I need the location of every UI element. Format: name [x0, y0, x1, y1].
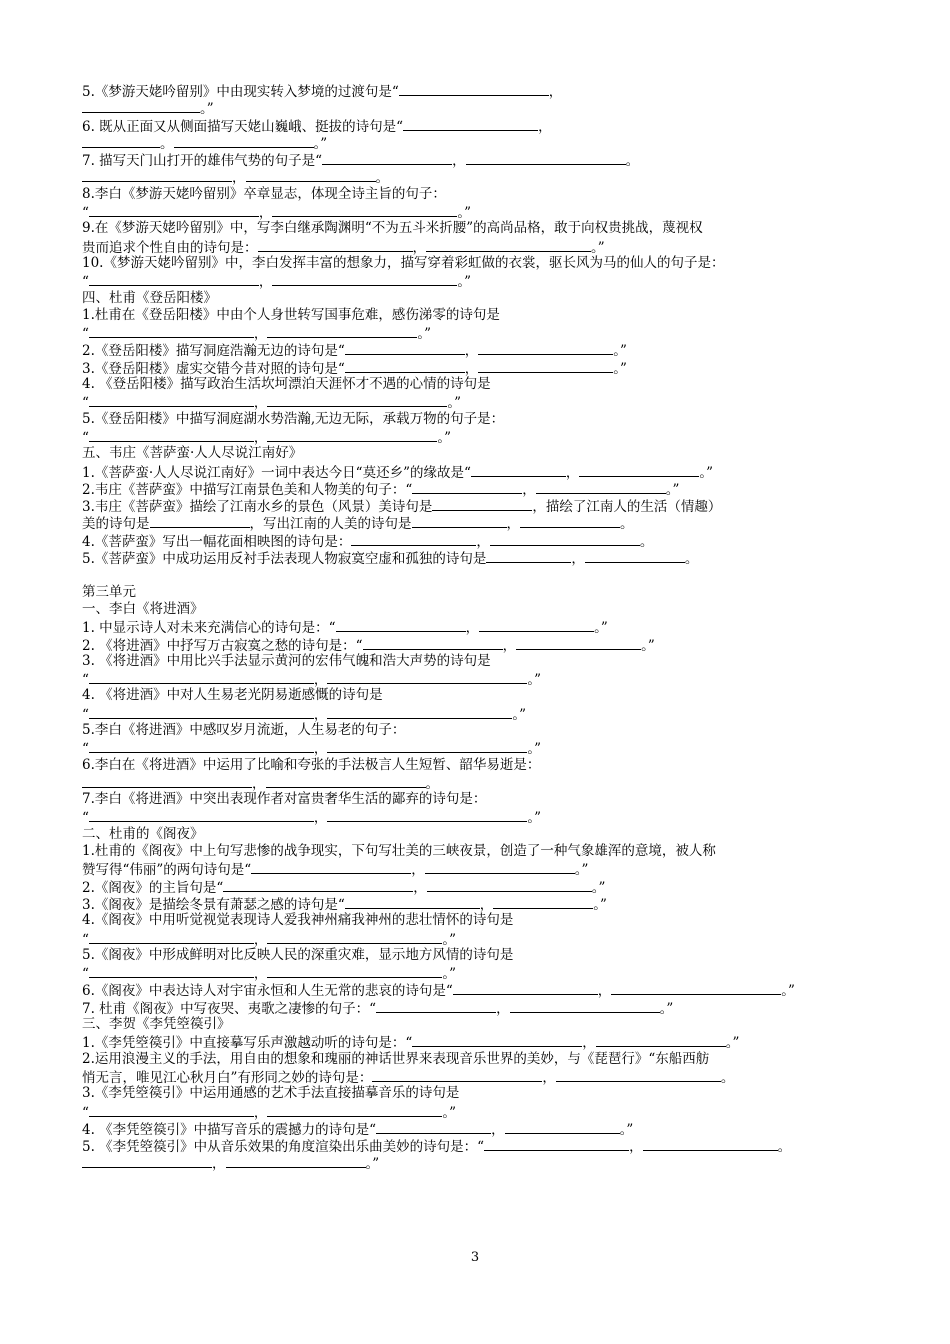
answer-blank[interactable] [267, 324, 417, 338]
worksheet-line [82, 1068, 872, 1085]
line-text: “ [82, 395, 89, 412]
answer-blank[interactable] [89, 1103, 254, 1117]
line-text: 6. 既从正面又从侧面描写天姥山巍峨、挺拔的诗句是“ [82, 118, 404, 135]
line-text: 4.《阁夜》中用听觉视觉表现诗人爱我神州痛我神州的悲壮情怀的诗句是 [82, 912, 514, 929]
line-text: ， [253, 931, 268, 948]
answer-blank[interactable] [89, 739, 314, 753]
worksheet-line [82, 134, 872, 151]
answer-blank[interactable] [246, 168, 376, 182]
line-text: 5.《阁夜》中形成鲜明对比反映人民的深重灾难，显示地方风情的诗句是 [82, 946, 514, 963]
line-text: ， [253, 429, 268, 446]
answer-blank[interactable] [89, 272, 259, 286]
answer-blank[interactable] [453, 981, 598, 995]
line-text: 6.李白在《将进酒》中运用了比喻和夸张的手法极言人生短暂、韶华易逝是： [82, 756, 541, 773]
page-number: 3 [470, 1250, 480, 1265]
answer-blank[interactable] [479, 618, 594, 632]
line-text: 5.《登岳阳楼》中描写洞庭湖水势浩瀚,无边无际，承载万物的句子是： [82, 410, 505, 427]
line-text: “ [82, 966, 89, 983]
line-text: 。” [437, 429, 452, 446]
answer-blank[interactable] [267, 930, 442, 944]
answer-blank[interactable] [272, 272, 457, 286]
answer-blank[interactable] [427, 878, 592, 892]
answer-blank[interactable] [363, 636, 503, 650]
line-text: 。” [781, 983, 795, 1000]
line-text: 。” [365, 1156, 380, 1173]
answer-blank[interactable] [478, 359, 613, 373]
worksheet-line [82, 186, 872, 203]
line-text: ， [548, 84, 563, 100]
line-text: 。 [425, 775, 439, 792]
worksheet-line [82, 514, 872, 531]
answer-blank[interactable] [82, 1154, 212, 1168]
line-text: 。” [591, 879, 606, 896]
line-text: 2.韦庄《菩萨蛮》中描写江南景色美和人物美的句子：“ [82, 481, 413, 498]
line-text: 7.李白《将进酒》中突出表现作者对富贵奢华生活的鄙弃的诗句是： [82, 791, 487, 808]
line-text: ，写出江南的人美的诗句是 [249, 516, 412, 533]
line-text: ， [413, 879, 427, 896]
worksheet-line [82, 981, 872, 998]
line-text: “ [82, 810, 89, 827]
worksheet-line [82, 307, 872, 324]
line-text: ， [465, 620, 480, 637]
worksheet-line [82, 549, 872, 566]
answer-blank[interactable] [471, 463, 566, 477]
answer-blank[interactable] [223, 878, 413, 892]
answer-blank[interactable] [322, 151, 452, 165]
worksheet-line [82, 497, 872, 514]
line-text: 4. 《李凭箜篌引》中描写音乐的震撼力的诗句是“ [82, 1121, 377, 1138]
answer-blank[interactable] [89, 964, 254, 978]
worksheet-line [82, 964, 872, 981]
line-text: ， [571, 551, 585, 568]
line-text: ， [491, 1121, 505, 1138]
worksheet-line [82, 1137, 872, 1154]
worksheet-line [82, 463, 872, 480]
line-text: 7. 描写天门山打开的雄伟气势的句子是“ [82, 153, 323, 170]
line-text: 。 [684, 551, 699, 568]
answer-blank[interactable] [327, 808, 527, 822]
answer-blank[interactable] [267, 428, 437, 442]
line-text: “ [82, 274, 89, 291]
worksheet-line [82, 1154, 872, 1171]
line-text: ， [532, 499, 546, 516]
worksheet-line [82, 1120, 872, 1137]
line-text: ， [464, 360, 479, 377]
line-text: ， [252, 775, 266, 792]
answer-blank[interactable] [266, 774, 426, 788]
answer-blank[interactable] [82, 99, 200, 113]
answer-blank[interactable] [399, 82, 549, 96]
line-text: 6.《阁夜》中表达诗人对宇宙永恒和人生无常的悲哀的诗句是“ [82, 983, 453, 1000]
worksheet-line [82, 947, 872, 964]
line-text: 一、李白《将进酒》 [82, 600, 204, 617]
answer-blank[interactable] [89, 324, 254, 338]
line-text: 。” [313, 135, 328, 152]
line-text: ， [313, 810, 328, 827]
answer-blank[interactable] [267, 964, 442, 978]
answer-blank[interactable] [89, 930, 254, 944]
answer-blank[interactable] [412, 1033, 582, 1047]
line-text: 7. 杜甫《阁夜》中写夜哭、夷歌之凄惨的句子：“ [82, 1000, 377, 1017]
worksheet-line [82, 808, 872, 825]
answer-blank[interactable] [82, 774, 252, 788]
worksheet-line [82, 1103, 872, 1120]
line-text: ， [313, 706, 328, 723]
answer-blank[interactable] [327, 670, 527, 684]
worksheet-line [82, 359, 872, 376]
worksheet-line [82, 480, 872, 497]
answer-blank[interactable] [345, 341, 465, 355]
line-text: “ [82, 429, 89, 446]
answer-blank[interactable] [150, 514, 250, 528]
line-text: 3.韦庄《菩萨蛮》描绘了江南水乡的景色（风景）美诗句是 [82, 499, 433, 516]
answer-blank[interactable] [345, 895, 480, 909]
line-text: 。 [625, 153, 640, 170]
line-text: 5. 《李凭箜篌引》中从音乐效果的角度渲染出乐曲美妙的诗句是：“ [82, 1139, 485, 1156]
worksheet-line [82, 290, 872, 307]
line-text: 。” [527, 672, 542, 689]
answer-blank[interactable] [510, 999, 660, 1013]
answer-blank[interactable] [272, 203, 457, 217]
line-text: ， [258, 205, 273, 222]
worksheet-line [82, 238, 872, 255]
worksheet-line [82, 393, 872, 410]
answer-blank[interactable] [351, 532, 476, 546]
line-text: 。” [200, 101, 214, 118]
line-text: ， [313, 672, 328, 689]
line-text: ， [452, 153, 466, 170]
line-text: ， [538, 118, 552, 135]
line-text: 2.运用浪漫主义的手法，用自由的想象和瑰丽的神话世界来表现音乐世界的美妙，与《琵琶行》“东船西舫 [82, 1050, 710, 1067]
worksheet-line [82, 1016, 872, 1033]
line-text: 。” [665, 481, 680, 498]
line-text: 3.《李凭箜篌引》中运用通感的艺术手法直接描摹音乐的诗句是 [82, 1085, 460, 1102]
line-text: ， [565, 464, 580, 481]
answer-blank[interactable] [490, 532, 640, 546]
worksheet-line [82, 739, 872, 756]
worksheet-line [82, 826, 872, 843]
line-text: ， [313, 741, 328, 758]
worksheet-line [82, 618, 872, 635]
line-text: 。” [591, 239, 605, 256]
line-text: ， [411, 862, 425, 879]
line-text: 三、李贺《李凭箜篌引》 [82, 1016, 231, 1033]
answer-blank[interactable] [267, 1103, 442, 1117]
worksheet-line [82, 272, 872, 289]
worksheet-line [82, 445, 872, 462]
worksheet-line [82, 151, 872, 168]
answer-blank[interactable] [267, 393, 447, 407]
answer-blank[interactable] [478, 341, 613, 355]
line-text: 。” [457, 274, 472, 291]
line-text: 1.《菩萨蛮·人人尽说江南好》一词中表达今日“莫还乡”的缘故是“ [82, 464, 471, 481]
worksheet-line [82, 705, 872, 722]
worksheet-line [82, 566, 872, 583]
line-text: 。” [442, 1104, 457, 1121]
line-text: ， [253, 966, 268, 983]
line-text: 。” [527, 810, 542, 827]
worksheet-line [82, 791, 872, 808]
line-text: 。” [447, 395, 462, 412]
answer-blank[interactable] [516, 636, 641, 650]
line-text: 。” [725, 1035, 740, 1052]
answer-blank[interactable] [585, 549, 685, 563]
line-text: 。 [375, 170, 389, 187]
line-text: 5.李白《将进酒》中感叹岁月流逝，人生易老的句子： [82, 721, 406, 738]
answer-blank[interactable] [372, 1068, 542, 1082]
line-text: ， [506, 516, 520, 533]
line-text: “ [82, 672, 89, 689]
line-text: 。 [720, 1069, 735, 1086]
answer-blank[interactable] [174, 134, 314, 148]
answer-blank[interactable] [412, 514, 507, 528]
line-text: 美的诗句是 [82, 516, 150, 533]
line-text: 3.《登岳阳楼》虚实交错今昔对照的诗句是“ [82, 360, 345, 377]
answer-blank[interactable] [376, 999, 496, 1013]
line-text: “ [82, 1104, 89, 1121]
worksheet-line [82, 428, 872, 445]
line-text: 悄无言，唯见江心秋月白”有形同之妙的诗句是： [82, 1069, 373, 1086]
line-text: 8.李白《梦游天姥吟留别》卒章显志，体现全诗主旨的句子： [82, 185, 446, 202]
worksheet-line [82, 687, 872, 704]
line-text: ， [479, 896, 494, 913]
answer-blank[interactable] [89, 670, 314, 684]
line-text: 3.《阁夜》是描绘冬景有萧瑟之感的诗句是“ [82, 896, 345, 913]
worksheet-line [82, 774, 872, 791]
line-text: 。” [574, 862, 589, 879]
worksheet-line [82, 895, 872, 912]
line-text: 。” [442, 931, 457, 948]
line-text: 。” [512, 706, 527, 723]
line-text: “ [82, 931, 89, 948]
answer-blank[interactable] [426, 238, 591, 252]
line-text: ， [496, 1000, 510, 1017]
answer-blank[interactable] [596, 1033, 726, 1047]
worksheet-line [82, 1033, 872, 1050]
line-text: ， [522, 481, 536, 498]
line-text: 。” [593, 896, 607, 913]
line-text: ， [629, 1139, 643, 1156]
worksheet-line [82, 99, 872, 116]
answer-blank[interactable] [89, 705, 314, 719]
answer-blank[interactable] [403, 117, 538, 131]
worksheet-line [82, 117, 872, 134]
line-text: ， [212, 1156, 226, 1173]
worksheet-line [82, 220, 872, 237]
answer-blank[interactable] [89, 393, 254, 407]
line-text: ， [476, 533, 490, 550]
line-text: 2.《登岳阳楼》描写洞庭浩瀚无边的诗句是“ [82, 343, 345, 360]
line-text: “ [82, 741, 89, 758]
line-text: 。 [639, 533, 654, 550]
line-text: 3. 《将进酒》中用比兴手法显示黄河的宏伟气魄和浩大声势的诗句是 [82, 652, 491, 669]
answer-blank[interactable] [484, 1137, 629, 1151]
answer-blank[interactable] [486, 549, 571, 563]
answer-blank[interactable] [327, 705, 512, 719]
line-text: 。” [619, 1121, 634, 1138]
worksheet-line [82, 930, 872, 947]
line-text: 4. 《登岳阳楼》描写政治生活坎坷漂泊天涯怀才不遇的心情的诗句是 [82, 376, 491, 393]
answer-blank[interactable] [556, 1068, 721, 1082]
answer-blank[interactable] [336, 618, 466, 632]
worksheet-line [82, 757, 872, 774]
line-text: “ [82, 326, 89, 343]
worksheet-line [82, 878, 872, 895]
worksheet-line [82, 601, 872, 618]
answer-blank[interactable] [611, 981, 781, 995]
line-text: 。” [417, 326, 432, 343]
line-text: 。” [613, 343, 627, 360]
worksheet-line [82, 411, 872, 428]
worksheet-line [82, 722, 872, 739]
line-text: “ [82, 706, 89, 723]
answer-blank[interactable] [345, 359, 465, 373]
line-text: 2.《阁夜》的主旨句是“ [82, 879, 224, 896]
line-text: ， [232, 170, 246, 187]
line-text: ， [253, 1104, 268, 1121]
answer-blank[interactable] [258, 238, 413, 252]
line-text: 第三单元 [82, 583, 136, 600]
line-text: 五、韦庄《菩萨蛮·人人尽说江南好》 [82, 445, 303, 462]
answer-blank[interactable] [89, 808, 314, 822]
line-text: ， [597, 983, 612, 1000]
line-text: 。” [659, 1000, 674, 1017]
line-text: ， [502, 637, 517, 654]
line-text: 2. 《将进酒》中抒写万古寂寞之愁的诗句是：“ [82, 637, 363, 654]
worksheet-body [82, 82, 872, 1172]
worksheet-line [82, 1085, 872, 1102]
answer-blank[interactable] [412, 480, 522, 494]
answer-blank[interactable] [82, 134, 160, 148]
line-text: 。” [457, 205, 472, 222]
line-text: 5.《菩萨蛮》中成功运用反衬手法表现人物寂寞空虚和孤独的诗句是 [82, 551, 487, 568]
worksheet-line [82, 168, 872, 185]
line-text: 。 [160, 135, 174, 152]
worksheet-line [82, 1051, 872, 1068]
line-text: ， [253, 326, 268, 343]
line-text: 。” [641, 637, 655, 654]
line-text: ， [253, 395, 268, 412]
answer-blank[interactable] [376, 1120, 491, 1134]
worksheet-line [82, 532, 872, 549]
worksheet-line [82, 376, 872, 393]
worksheet-line [82, 584, 872, 601]
line-text: 四、杜甫《登岳阳楼》 [82, 289, 217, 306]
answer-blank[interactable] [579, 463, 699, 477]
line-text: ， [582, 1035, 596, 1052]
line-text: 。” [613, 360, 627, 377]
worksheet-line [82, 999, 872, 1016]
line-text: 描绘了江南人的生活（情趣） [545, 499, 722, 516]
answer-blank[interactable] [82, 168, 232, 182]
worksheet-line [82, 653, 872, 670]
line-text: 。” [594, 620, 608, 637]
answer-blank[interactable] [466, 151, 626, 165]
line-text: 1. 中显示诗人对未来充满信心的诗句是：“ [82, 620, 336, 637]
line-text: 10.《梦游天姥吟留别》中，李白发挥丰富的想象力，描写穿着彩虹做的衣裳，驱长风为马的仙人的句子是： [82, 254, 725, 271]
answer-blank[interactable] [226, 1154, 366, 1168]
line-text: ， [464, 343, 479, 360]
line-text: “ [82, 205, 89, 222]
line-text: 。” [442, 966, 457, 983]
answer-blank[interactable] [432, 497, 532, 511]
worksheet-line [82, 843, 872, 860]
answer-blank[interactable] [89, 203, 259, 217]
worksheet-line [82, 255, 872, 272]
worksheet-line [82, 912, 872, 929]
line-text: 。” [527, 741, 542, 758]
line-text: 贵而追求个性自由的诗句是： [82, 239, 258, 256]
worksheet-line [82, 82, 872, 99]
answer-blank[interactable] [425, 860, 575, 874]
answer-blank[interactable] [643, 1137, 778, 1151]
line-text: ， [542, 1069, 556, 1086]
line-text: 5.《梦游天姥吟留别》中由现实转入梦境的过渡句是“ [82, 84, 399, 100]
answer-blank[interactable] [505, 1120, 620, 1134]
worksheet-line [82, 670, 872, 687]
answer-blank[interactable] [327, 739, 527, 753]
answer-blank[interactable] [89, 428, 254, 442]
worksheet-line [82, 324, 872, 341]
answer-blank[interactable] [520, 514, 620, 528]
line-text: 9.在《梦游天姥吟留别》中，写李白继承陶渊明“不为五斗米折腰”的高尚品格，敢于向权贵挑战，蔑视权 [82, 220, 703, 237]
line-text: 4.《菩萨蛮》写出一幅花面相映图的诗句是： [82, 533, 352, 550]
worksheet-line [82, 636, 872, 653]
answer-blank[interactable] [493, 895, 593, 909]
line-text: 二、杜甫的《阁夜》 [82, 825, 204, 842]
line-text: ， [412, 239, 426, 256]
line-text: 1.杜甫在《登岳阳楼》中由个人身世转写国事危难，感伤涕零的诗句是 [82, 306, 500, 323]
line-text: ， [258, 274, 273, 291]
line-text: 1.杜甫的《阁夜》中上句写悲惨的战争现实，下句写壮美的三峡夜景，创造了一种气象雄浑的意境，被人称 [82, 843, 716, 860]
line-text: 。” [699, 464, 714, 481]
answer-blank[interactable] [536, 480, 666, 494]
worksheet-line [82, 860, 872, 877]
line-text: 1.《李凭箜篌引》中直接摹写乐声激越动听的诗句是：“ [82, 1035, 413, 1052]
worksheet-line [82, 203, 872, 220]
line-text: 4. 《将进酒》中对人生易老光阴易逝感慨的诗句是 [82, 687, 383, 704]
worksheet-line [82, 341, 872, 358]
line-text: 赞写得“伟丽”的两句诗句是“ [82, 862, 252, 879]
answer-blank[interactable] [251, 860, 411, 874]
line-text: 。 [620, 516, 634, 533]
line-text: 。 [777, 1139, 792, 1156]
